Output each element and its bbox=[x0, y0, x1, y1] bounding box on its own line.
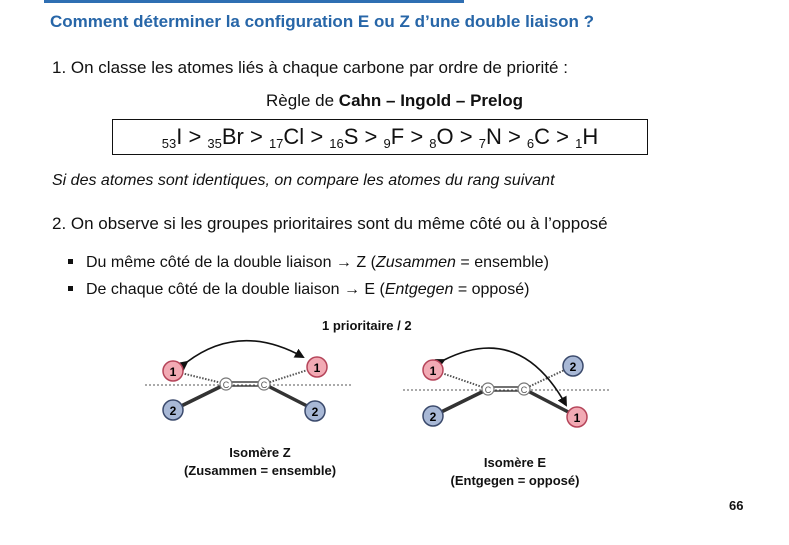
element-symbol: F bbox=[390, 123, 405, 149]
greater-than-separator: > bbox=[182, 124, 208, 149]
priority-1-atom-z-right bbox=[307, 357, 327, 377]
atomic-number: 8 bbox=[429, 135, 437, 151]
priority-1-atom-z-left bbox=[163, 361, 183, 381]
atomic-number: 6 bbox=[526, 135, 535, 151]
svg-text:1: 1 bbox=[169, 365, 177, 379]
isomer-z-label bbox=[150, 444, 370, 480]
svg-text:2: 2 bbox=[169, 404, 177, 418]
greater-than-separator: > bbox=[501, 124, 527, 149]
bullet-z-before: Du même côté de la double liaison → Z ( bbox=[86, 254, 376, 271]
carbon-atom-e-left bbox=[482, 383, 494, 395]
isomer-e-label bbox=[400, 454, 630, 490]
priority-1-atom-e-right bbox=[567, 407, 587, 427]
greater-than-separator: > bbox=[404, 124, 430, 149]
element-symbol: C bbox=[534, 123, 551, 149]
svg-text:1: 1 bbox=[313, 361, 321, 375]
greater-than-separator: > bbox=[550, 124, 576, 149]
priority-2-atom-e-left bbox=[423, 406, 443, 426]
svg-text:2: 2 bbox=[569, 360, 577, 374]
same-side-arrow bbox=[187, 341, 303, 362]
page-number: 66 bbox=[729, 498, 744, 513]
rule-prefix: Règle de bbox=[266, 91, 339, 110]
priority-2-atom-z-right bbox=[305, 401, 325, 421]
greater-than-separator: > bbox=[304, 124, 330, 149]
atomic-number: 17 bbox=[268, 135, 284, 151]
element-symbol: H bbox=[582, 123, 599, 149]
svg-text:C: C bbox=[260, 380, 268, 390]
isomer-z-diagram bbox=[145, 341, 352, 421]
identical-atoms-note: Si des atomes sont identiques, on compare les atomes du rang suivant bbox=[52, 172, 555, 189]
svg-text:2: 2 bbox=[311, 405, 319, 419]
greater-than-separator: > bbox=[453, 124, 479, 149]
page-title: Comment déterminer la configuration E ou Z d’une double liaison ? bbox=[50, 12, 595, 31]
bullet-e-after: = opposé) bbox=[453, 281, 530, 298]
bullet-e-before: De chaque côté de la double liaison → E ( bbox=[86, 281, 385, 298]
atomic-number: 1 bbox=[575, 135, 583, 151]
element-symbol: Cl bbox=[283, 123, 305, 149]
bullet-z-after: = ensemble) bbox=[455, 254, 549, 271]
svg-text:1: 1 bbox=[573, 411, 581, 425]
element-symbol: N bbox=[485, 123, 502, 149]
svg-text:C: C bbox=[222, 380, 230, 390]
carbon-atom-z-left bbox=[220, 378, 232, 390]
isomer-z-name: Isomère Z bbox=[229, 445, 291, 460]
carbon-atom-e-right bbox=[518, 383, 530, 395]
rule-name: Cahn – Ingold – Prelog bbox=[338, 91, 523, 110]
isomer-z-meaning: (Zusammen = ensemble) bbox=[183, 463, 337, 478]
svg-text:C: C bbox=[484, 385, 492, 395]
bullet-e-term: Entgegen bbox=[384, 281, 454, 298]
priority-1-atom-e-left bbox=[423, 360, 443, 380]
svg-text:C: C bbox=[520, 385, 528, 395]
atomic-number: 53 bbox=[161, 135, 177, 151]
atomic-number: 9 bbox=[383, 135, 391, 151]
greater-than-separator: > bbox=[358, 124, 384, 149]
priority-2-atom-e-right bbox=[563, 356, 583, 376]
step-2-text: 2. On observe si les groupes prioritaires sont du même côté ou à l’opposé bbox=[52, 214, 608, 233]
atomic-number: 7 bbox=[478, 135, 486, 151]
element-symbol: Br bbox=[221, 123, 244, 149]
element-symbol: O bbox=[436, 123, 454, 149]
priority-2-atom-z-left bbox=[163, 400, 183, 420]
element-symbol: S bbox=[343, 123, 359, 149]
opposite-side-arrow bbox=[444, 348, 566, 405]
bullet-z-term: Zusammen bbox=[375, 254, 456, 271]
figure-caption: 1 prioritaire / 2 bbox=[322, 318, 412, 333]
atomic-number: 16 bbox=[329, 135, 344, 151]
step-1-text: 1. On classe les atomes liés à chaque carbone par ordre de priorité : bbox=[52, 58, 568, 77]
element-symbol: I bbox=[176, 123, 183, 149]
carbon-atom-z-right bbox=[258, 378, 270, 390]
isomer-e-name: Isomère E bbox=[483, 455, 547, 470]
isomer-e-diagram bbox=[403, 348, 610, 427]
svg-text:2: 2 bbox=[429, 410, 437, 424]
svg-text:1: 1 bbox=[429, 364, 437, 378]
greater-than-separator: > bbox=[243, 124, 269, 149]
atomic-number: 35 bbox=[207, 135, 222, 151]
isomer-e-meaning: (Entgegen = opposé) bbox=[450, 473, 580, 488]
